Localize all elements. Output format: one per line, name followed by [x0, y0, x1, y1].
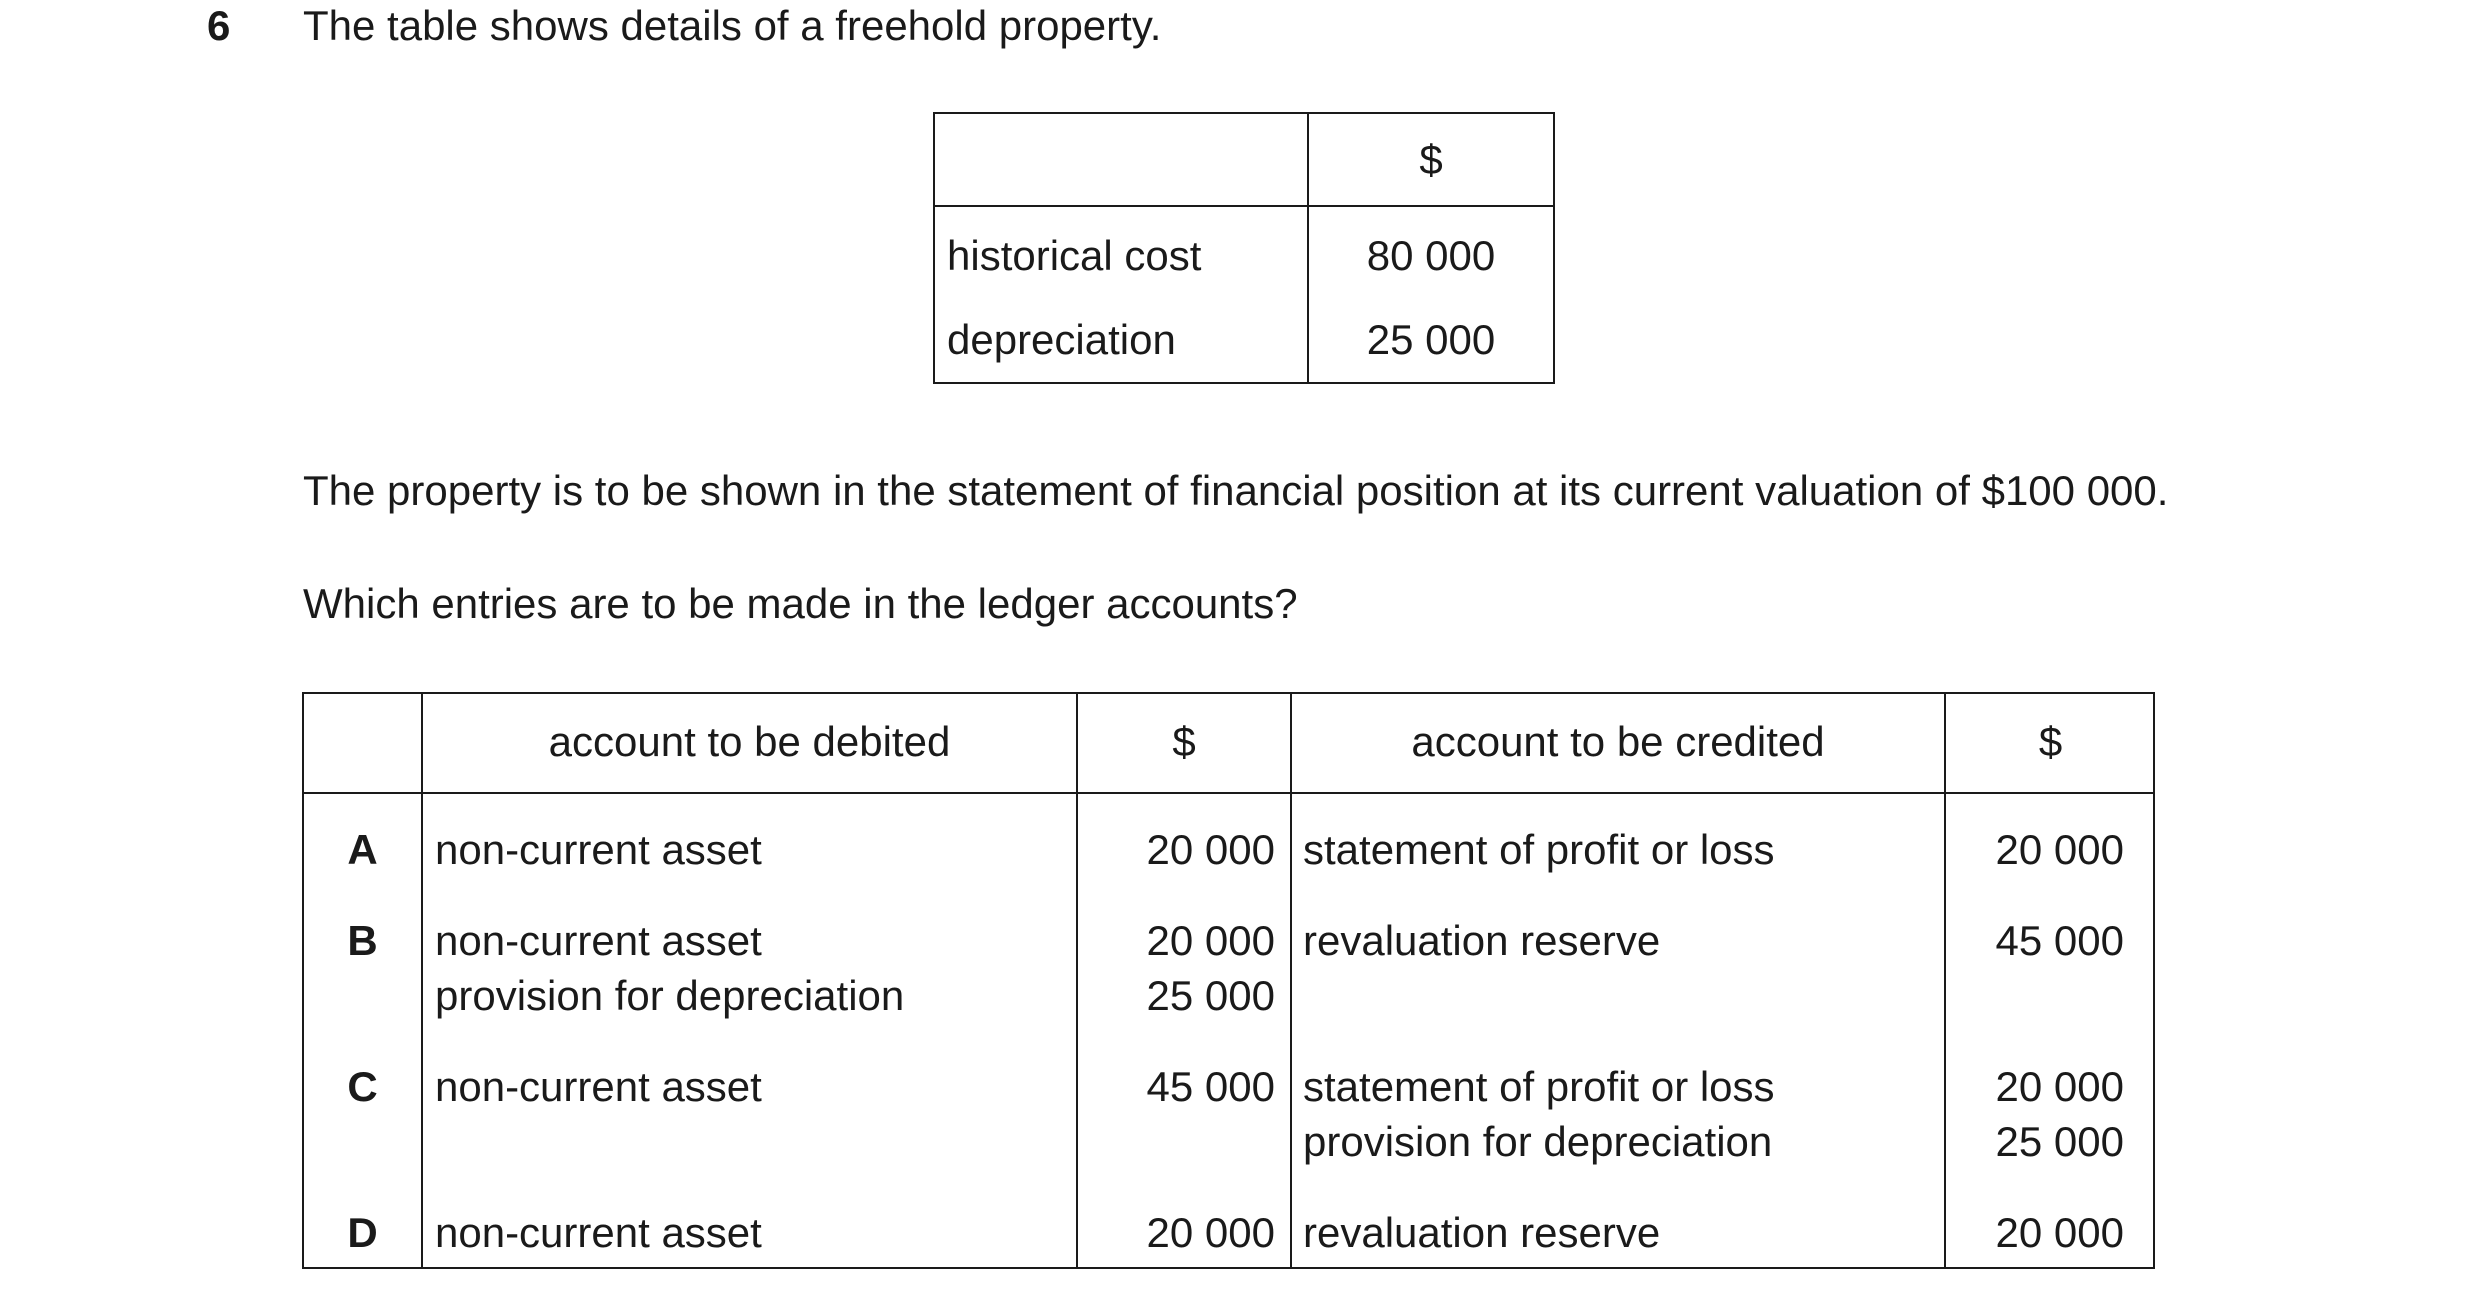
- property-table: [933, 112, 1555, 384]
- option-b-debit-account: provision for depreciation: [435, 972, 905, 1019]
- option-letter-c: C: [347, 1063, 378, 1110]
- option-d-credit-account: revaluation reserve: [1303, 1209, 1661, 1256]
- option-d-debit-account: non-current asset: [435, 1209, 762, 1256]
- option-d-credit-amount: 20 000: [1995, 1209, 2124, 1256]
- option-a-debit-account: non-current asset: [435, 826, 762, 873]
- property-value-historical-cost: 80 000: [1366, 232, 1496, 279]
- option-c-credit-amount: 20 000: [1995, 1063, 2124, 1110]
- options-table-divider: [1290, 694, 1292, 1267]
- option-b-debit-account: non-current asset: [435, 917, 762, 964]
- option-letter-d: D: [347, 1209, 378, 1256]
- option-letter-a: A: [347, 826, 378, 873]
- question-prompt: Which entries are to be made in the ledger accounts?: [303, 580, 1298, 627]
- header-credit-unit: $: [2038, 718, 2063, 765]
- header-debit-account: account to be debited: [548, 718, 951, 765]
- option-b-debit-amount: 25 000: [1146, 972, 1275, 1019]
- option-a-credit-account: statement of profit or loss: [1303, 826, 1775, 873]
- property-label-depreciation: depreciation: [947, 316, 1176, 363]
- option-a-credit-amount: 20 000: [1995, 826, 2124, 873]
- header-debit-unit: $: [1172, 718, 1196, 765]
- valuation-paragraph: The property is to be shown in the statement of financial position at its current valuation of $100 000.: [303, 467, 2169, 514]
- option-letter-b: B: [347, 917, 378, 964]
- options-table-header-line: [304, 792, 2153, 794]
- property-table-header-line: [935, 205, 1553, 207]
- option-d-debit-amount: 20 000: [1146, 1209, 1275, 1256]
- option-c-credit-account: provision for depreciation: [1303, 1118, 1773, 1165]
- option-b-debit-amount: 20 000: [1146, 917, 1275, 964]
- options-table-divider: [421, 694, 423, 1267]
- options-table-divider: [1944, 694, 1946, 1267]
- header-credit-account: account to be credited: [1411, 718, 1825, 765]
- question-number: 6: [207, 2, 231, 49]
- property-value-depreciation: 25 000: [1366, 316, 1496, 363]
- options-table: [302, 692, 2155, 1269]
- property-label-historical-cost: historical cost: [947, 232, 1202, 279]
- option-c-credit-amount: 25 000: [1995, 1118, 2124, 1165]
- option-c-debit-amount: 45 000: [1146, 1063, 1275, 1110]
- option-a-debit-amount: 20 000: [1146, 826, 1275, 873]
- question-intro: The table shows details of a freehold property.: [303, 2, 1162, 49]
- option-c-debit-account: non-current asset: [435, 1063, 762, 1110]
- option-b-credit-account: revaluation reserve: [1303, 917, 1661, 964]
- property-table-unit: $: [1419, 136, 1443, 183]
- option-c-credit-account: statement of profit or loss: [1303, 1063, 1775, 1110]
- option-b-credit-amount: 45 000: [1995, 917, 2124, 964]
